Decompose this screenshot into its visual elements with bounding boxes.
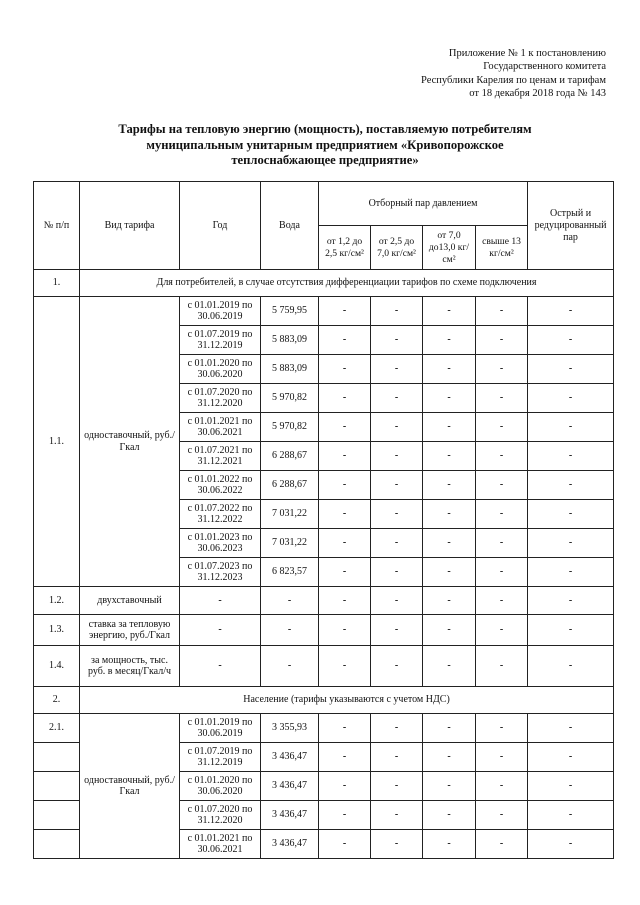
tariff-cell: -	[476, 297, 528, 326]
tariff-cell: -	[423, 442, 476, 471]
tariff-cell: -	[319, 587, 371, 615]
water-value: 3 436,47	[261, 830, 319, 859]
tariff-cell: -	[371, 529, 423, 558]
row-num: 2.1.	[34, 714, 80, 743]
tariff-cell: -	[528, 801, 614, 830]
tariff-cell: -	[528, 830, 614, 859]
tariff-cell: -	[476, 384, 528, 413]
tariff-cell: -	[261, 646, 319, 687]
tariff-cell: -	[528, 558, 614, 587]
row-num: 1.3.	[34, 615, 80, 646]
tariff-cell: -	[528, 587, 614, 615]
tariff-cell: -	[371, 384, 423, 413]
period-cell: с 01.07.2020 по 31.12.2020	[180, 384, 261, 413]
tariff-cell: -	[261, 615, 319, 646]
tariff-cell: -	[371, 714, 423, 743]
tariff-cell: -	[319, 714, 371, 743]
tariff-table	[33, 181, 614, 859]
header-pressure-3: от 7,0 до13,0 кг/см²	[423, 226, 476, 270]
period-cell: с 01.01.2021 по 30.06.2021	[180, 413, 261, 442]
tariff-cell: -	[528, 355, 614, 384]
row-num: 1.4.	[34, 646, 80, 687]
header-row	[34, 182, 614, 226]
tariff-cell: -	[180, 646, 261, 687]
tariff-cell: -	[476, 355, 528, 384]
period-cell: с 01.01.2020 по 30.06.2020	[180, 355, 261, 384]
water-value: 7 031,22	[261, 500, 319, 529]
tariff-cell: -	[319, 830, 371, 859]
tariff-cell: -	[528, 714, 614, 743]
tariff-cell: -	[371, 646, 423, 687]
section-label: Население (тарифы указываются с учетом НДС)	[80, 687, 614, 714]
tariff-cell: -	[261, 587, 319, 615]
tariff-cell: -	[476, 326, 528, 355]
period-cell: с 01.07.2019 по 31.12.2019	[180, 326, 261, 355]
tariff-cell: -	[528, 743, 614, 772]
tariff-cell: -	[371, 587, 423, 615]
row-num: 1.1.	[34, 297, 80, 587]
tariff-cell: -	[528, 529, 614, 558]
row-num-empty	[34, 801, 80, 830]
table-row	[34, 297, 614, 326]
tariff-cell: -	[423, 529, 476, 558]
water-value: 6 288,67	[261, 471, 319, 500]
section-label: Для потребителей, в случае отсутствия дифференциации тарифов по схеме подключения	[80, 270, 614, 297]
tariff-cell: -	[319, 384, 371, 413]
section-num: 2.	[34, 687, 80, 714]
tariff-cell: -	[319, 500, 371, 529]
tariff-cell: -	[423, 714, 476, 743]
tariff-type: за мощность, тыс. руб. в месяц/Гкал/ч	[80, 646, 180, 687]
tariff-cell: -	[528, 413, 614, 442]
tariff-cell: -	[476, 500, 528, 529]
tariff-cell: -	[180, 615, 261, 646]
tariff-cell: -	[319, 801, 371, 830]
tariff-type: двухставочный	[80, 587, 180, 615]
tariff-cell: -	[319, 442, 371, 471]
tariff-cell: -	[423, 297, 476, 326]
water-value: 5 970,82	[261, 413, 319, 442]
tariff-cell: -	[528, 772, 614, 801]
section-row-1	[34, 270, 614, 297]
tariff-cell: -	[528, 297, 614, 326]
tariff-cell: -	[423, 413, 476, 442]
title-line-1: Тарифы на тепловую энергию (мощность), поставляемую потребителям	[118, 122, 532, 136]
water-value: 3 436,47	[261, 801, 319, 830]
water-value: 3 436,47	[261, 772, 319, 801]
tariff-cell: -	[423, 646, 476, 687]
water-value: 6 288,67	[261, 442, 319, 471]
water-value: 5 883,09	[261, 355, 319, 384]
header-type: Вид тарифа	[80, 182, 180, 270]
tariff-cell: -	[371, 743, 423, 772]
water-value: 3 355,93	[261, 714, 319, 743]
tariff-type: одноставочный, руб./Гкал	[80, 297, 180, 587]
tariff-cell: -	[371, 297, 423, 326]
tariff-cell: -	[476, 646, 528, 687]
section-row-2	[34, 687, 614, 714]
tariff-cell: -	[476, 529, 528, 558]
tariff-cell: -	[319, 772, 371, 801]
tariff-cell: -	[476, 801, 528, 830]
period-cell: с 01.07.2023 по 31.12.2023	[180, 558, 261, 587]
appendix-line: Приложение № 1 к постановлению	[448, 48, 606, 59]
tariff-cell: -	[371, 830, 423, 859]
tariff-cell: -	[319, 413, 371, 442]
tariff-cell: -	[528, 384, 614, 413]
tariff-cell: -	[319, 355, 371, 384]
tariff-cell: -	[371, 326, 423, 355]
tariff-cell: -	[476, 558, 528, 587]
period-cell: с 01.01.2022 по 30.06.2022	[180, 471, 261, 500]
title-line-3: теплоснабжающее предприятие»	[231, 153, 419, 167]
tariff-cell: -	[423, 355, 476, 384]
tariff-cell: -	[319, 529, 371, 558]
water-value: 3 436,47	[261, 743, 319, 772]
tariff-cell: -	[476, 442, 528, 471]
header-year: Год	[180, 182, 261, 270]
tariff-type: одноставочный, руб./Гкал	[80, 714, 180, 859]
tariff-cell: -	[476, 587, 528, 615]
tariff-cell: -	[371, 615, 423, 646]
period-cell: с 01.01.2019 по 30.06.2019	[180, 297, 261, 326]
header-pressure-4: свыше 13 кг/см²	[476, 226, 528, 270]
table-row	[34, 646, 614, 687]
tariff-cell: -	[423, 743, 476, 772]
tariff-cell: -	[319, 615, 371, 646]
tariff-cell: -	[319, 471, 371, 500]
period-cell: с 01.07.2020 по 31.12.2020	[180, 801, 261, 830]
appendix-line: Государственного комитета	[483, 61, 606, 73]
tariff-cell: -	[371, 413, 423, 442]
row-num-empty	[34, 772, 80, 801]
tariff-type: ставка за тепловую энергию, руб./Гкал	[80, 615, 180, 646]
tariff-cell: -	[476, 830, 528, 859]
tariff-cell: -	[423, 801, 476, 830]
tariff-cell: -	[371, 471, 423, 500]
table-row	[34, 714, 614, 743]
period-cell: с 01.01.2021 по 30.06.2021	[180, 830, 261, 859]
tariff-cell: -	[528, 646, 614, 687]
period-cell: с 01.01.2020 по 30.06.2020	[180, 772, 261, 801]
tariff-cell: -	[423, 471, 476, 500]
tariff-cell: -	[476, 772, 528, 801]
tariff-cell: -	[423, 772, 476, 801]
tariff-cell: -	[371, 355, 423, 384]
row-num: 1.2.	[34, 587, 80, 615]
tariff-cell: -	[371, 442, 423, 471]
tariff-cell: -	[319, 646, 371, 687]
title-line-2: муниципальным унитарным предприятием «Кривопорожское	[146, 137, 504, 152]
appendix-line: Республики Карелия по ценам и тарифам	[421, 74, 606, 86]
header-steam: Отборный пар давлением	[319, 182, 528, 226]
water-value: 7 031,22	[261, 529, 319, 558]
header-water: Вода	[261, 182, 319, 270]
header-num: № п/п	[34, 182, 80, 270]
tariff-cell: -	[371, 801, 423, 830]
tariff-cell: -	[371, 500, 423, 529]
tariff-cell: -	[423, 587, 476, 615]
tariff-cell: -	[319, 743, 371, 772]
tariff-cell: -	[476, 743, 528, 772]
row-num-empty	[34, 743, 80, 772]
period-cell: с 01.07.2019 по 31.12.2019	[180, 743, 261, 772]
tariff-cell: -	[371, 772, 423, 801]
tariff-cell: -	[180, 587, 261, 615]
tariff-cell: -	[528, 500, 614, 529]
tariff-cell: -	[476, 471, 528, 500]
tariff-cell: -	[423, 326, 476, 355]
tariff-cell: -	[319, 558, 371, 587]
tariff-cell: -	[423, 615, 476, 646]
water-value: 5 759,95	[261, 297, 319, 326]
tariff-cell: -	[319, 326, 371, 355]
water-value: 5 883,09	[261, 326, 319, 355]
header-pressure-2: от 2,5 до 7,0 кг/см²	[371, 226, 423, 270]
period-cell: с 01.07.2021 по 31.12.2021	[180, 442, 261, 471]
row-num-empty	[34, 830, 80, 859]
period-cell: с 01.01.2019 по 30.06.2019	[180, 714, 261, 743]
tariff-cell: -	[423, 830, 476, 859]
tariff-cell: -	[423, 558, 476, 587]
tariff-cell: -	[423, 384, 476, 413]
tariff-cell: -	[476, 413, 528, 442]
header-pressure-1: от 1,2 до 2,5 кг/см²	[319, 226, 371, 270]
header-sharp-steam: Острый и редуцированный пар	[528, 182, 614, 270]
tariff-cell: -	[528, 326, 614, 355]
period-cell: с 01.01.2023 по 30.06.2023	[180, 529, 261, 558]
section-num: 1.	[34, 270, 80, 297]
document-title	[100, 122, 550, 169]
tariff-cell: -	[476, 615, 528, 646]
tariff-cell: -	[476, 714, 528, 743]
appendix-line: от 18 декабря 2018 года № 143	[469, 88, 606, 100]
tariff-cell: -	[528, 442, 614, 471]
appendix-note	[346, 47, 606, 101]
tariff-cell: -	[528, 615, 614, 646]
water-value: 6 823,57	[261, 558, 319, 587]
table-row	[34, 615, 614, 646]
tariff-cell: -	[371, 558, 423, 587]
tariff-cell: -	[423, 500, 476, 529]
table-row	[34, 587, 614, 615]
water-value: 5 970,82	[261, 384, 319, 413]
period-cell: с 01.07.2022 по 31.12.2022	[180, 500, 261, 529]
tariff-cell: -	[319, 297, 371, 326]
tariff-cell: -	[528, 471, 614, 500]
